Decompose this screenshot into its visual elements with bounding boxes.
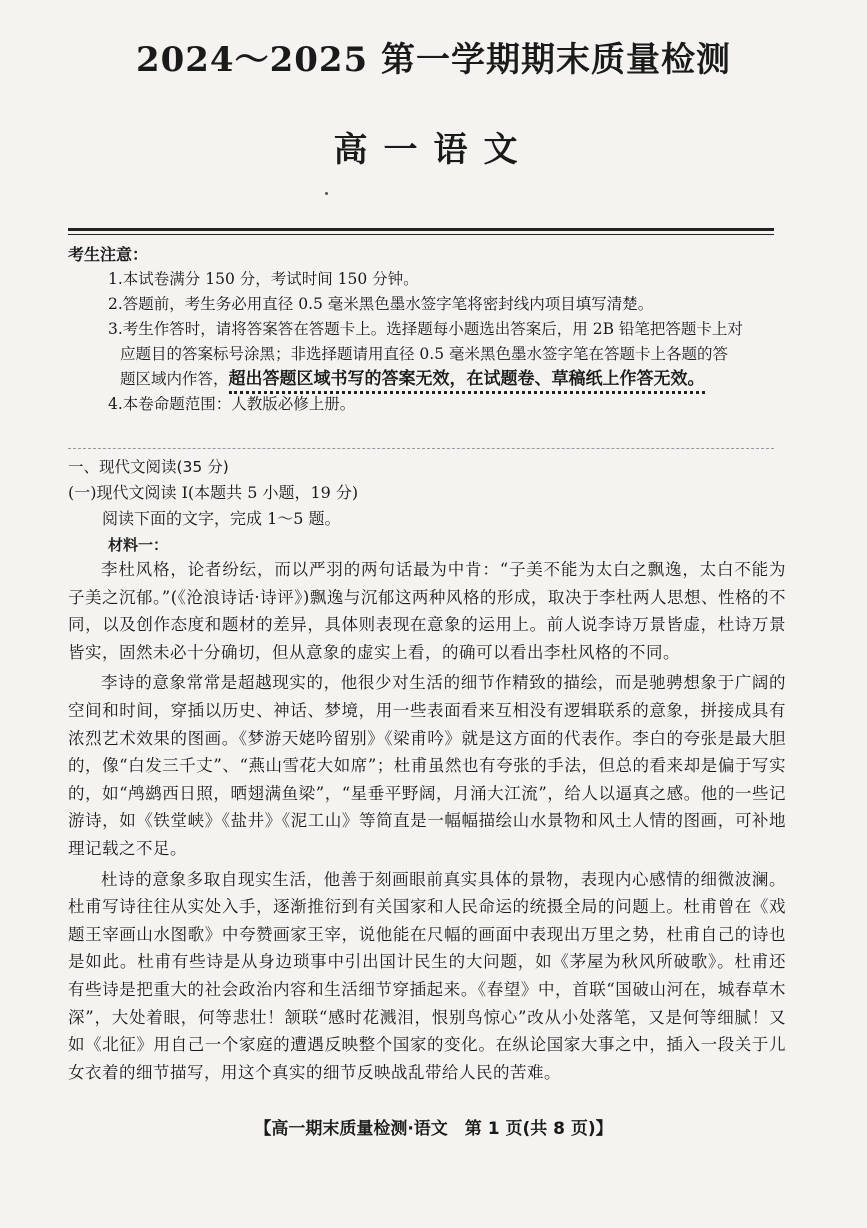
material-label: 材料一： xyxy=(108,536,169,554)
paragraph-3: 杜诗的意象多取自现实生活，他善于刻画眼前真实具体的景物，表现内心感情的细微波澜。杜甫写诗往往从实处入手，逐渐推衍到有关国家和人民命运的统摄全局的问题上。杜甫曾在《戏题王宰画山水图歌》中夸赞画家王宰，说他能在尺幅的画面中表现出万里之势，杜甫自己的诗也是如此。杜甫有些诗是从身边琐事中引出国计民生的大问题，如《茅屋为秋风所破歌》。杜甫还有些诗是把重大的社会政治内容和生活细节穿插起来。《春望》中，首联“国破山河在，城春草木深”，大处着眼，何等悲壮！颔联“感时花溅泪，恨别鸟惊心”改从小处落笔，又是何等细腻！又如《北征》用自己一个家庭的遭遇反映整个国家的变化。在纵论国家大事之中，插入一段关于儿女衣着的细节描写，用这个真实的细节反映战乱带给人民的苦难。 xyxy=(68,869,786,1082)
subject-title: 高一语文 xyxy=(333,130,534,170)
notice-item-1: 1.本试卷满分 150 分，考试时间 150 分钟。 xyxy=(108,270,419,288)
passage-body xyxy=(68,556,786,1089)
paragraph-2: 李诗的意象常常是超越现实的，他很少对生活的细节作精致的描绘，而是驰骋想象于广阔的空间和时间，穿插以历史、神话、梦境，用一些表面看来互相没有逻辑联系的意象，拼接成具有浓烈艺术效果的图画。《梦游天姥吟留别》《梁甫吟》就是这方面的代表作。李白的夸张是最大胆的，像“白发三千丈”、“燕山雪花大如席”；杜甫虽然也有夸张的手法，但总的看来却是偏于写实的，如“鸬鹚西日照，晒翅满鱼梁”，“星垂平野阔，月涌大江流”，给人以逼真之感。他的一些记游诗，如《铁堂峡》《盐井》《泥工山》等简直是一幅幅描绘山水景物和风土人情的图画，可补地理记载之不足。 xyxy=(68,673,786,858)
exam-title: 2024～2025 第一学期期末质量检测 xyxy=(135,40,732,80)
page-footer: 【高一期末质量检测·语文 第 1 页(共 8 页)】 xyxy=(254,1119,613,1139)
notice-item-3-line3-plain: 题区域内作答， xyxy=(120,370,229,388)
notice-item-2: 2.答题前，考生务必用直径 0.5 毫米黑色墨水签字笔将密封线内项目填写清楚。 xyxy=(108,295,654,313)
paragraph-1: 李杜风格，论者纷纭，而以严羽的两句话最为中肯：“子美不能为太白之飘逸，太白不能为子美之沉郁。”(《沧浪诗话·诗评》)飘逸与沉郁这两种风格的形成，取决于李杜两人思想、性格的不同，以及创作态度和题材的差异，具体则表现在意象的运用上。前人说李诗万景皆虚，杜诗万景皆实，固然未必十分确切，但从意象的虚实上看，的确可以看出李杜风格的不同。 xyxy=(68,560,786,662)
notice-item-3-line1: 3.考生作答时，请将答案答在答题卡上。选择题每小题选出答案后，用 2B 铅笔把答题卡上对 xyxy=(108,320,743,338)
instruction: 阅读下面的文字，完成 1～5 题。 xyxy=(102,509,341,528)
header-rule-thin xyxy=(68,234,774,235)
notice-item-3-line2: 应题目的答案标号涂黑；非选择题请用直径 0.5 毫米黑色墨水签字笔在答题卡上各题的答 xyxy=(120,345,729,363)
section-header xyxy=(68,454,788,558)
notice-item-3 xyxy=(108,317,788,392)
notice-emphasis: 超出答题区域书写的答案无效，在试题卷、草稿纸上作答无效。 xyxy=(229,369,705,394)
part-title: 一、现代文阅读(35 分) xyxy=(68,458,229,476)
notice-item-4: 4.本卷命题范围：人教版必修上册。 xyxy=(108,395,356,413)
notice-heading: 考生注意： xyxy=(68,245,149,264)
notice-block xyxy=(68,242,788,417)
speck-mark xyxy=(325,192,328,195)
notice-item-3-line3 xyxy=(120,367,788,392)
sub-title: (一)现代文阅读 I(本题共 5 小题，19 分) xyxy=(68,483,359,502)
section-divider xyxy=(68,448,774,449)
header-rule-thick xyxy=(68,228,774,231)
